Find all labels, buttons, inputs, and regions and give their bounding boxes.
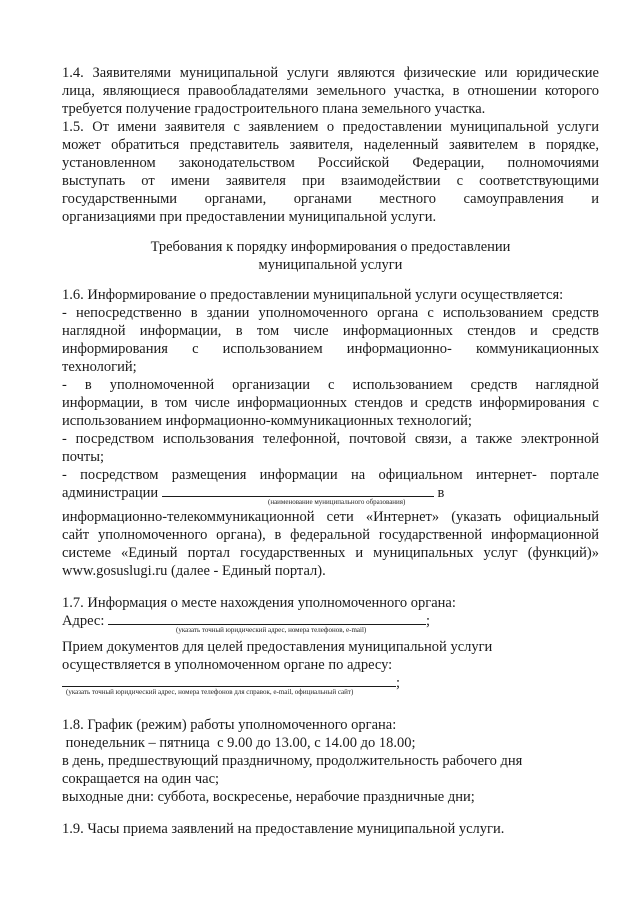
paragraph-1-6-line-5: технологий;	[62, 359, 137, 375]
paragraph-1-5-line-2: может обратиться представитель заявителя, наделенный заявителем в порядке,	[62, 137, 599, 153]
paragraph-1-6-line-11: - посредством размещения информации на официальном интернет- портале	[62, 467, 599, 483]
paragraph-1-6-line-4: информирования с использованием информационно- коммуникационных	[62, 341, 599, 357]
paragraph-1-6-line-13: информационно-телекоммуникационной сети «Интернет» (указать официальный	[62, 509, 599, 525]
administration-label: администрации	[62, 485, 159, 501]
address-end: ;	[426, 613, 431, 629]
paragraph-1-8-line-3: в день, предшествующий праздничному, продолжительность рабочего дня	[62, 753, 523, 769]
paragraph-1-6-line-15: системе «Единый портал государственных и муниципальных услуг (функций)»	[62, 545, 599, 561]
paragraph-1-8-line-1: 1.8. График (режим) работы уполномоченного органа:	[62, 717, 397, 733]
reception-address-blank	[62, 674, 396, 687]
address-label: Адрес:	[62, 613, 105, 629]
paragraph-1-5-line-3: установленном законодательством Российской Федерации, полномочиями	[62, 155, 599, 171]
paragraph-1-7-line-1: 1.7. Информация о месте нахождения уполномоченного органа:	[62, 595, 456, 611]
paragraph-1-7-line-3: Прием документов для целей предоставления муниципальной услуги	[62, 639, 493, 655]
paragraph-1-4-line-3: требуется получение градостроительного плана земельного участка.	[62, 101, 486, 117]
section-heading-line-1: Требования к порядку информирования о предоставлении	[150, 239, 511, 255]
paragraph-1-5-line-1: 1.5. От имени заявителя с заявлением о предоставлении муниципальной услуги	[62, 119, 599, 135]
paragraph-1-6-line-6: - в уполномоченной организации с использованием средств наглядной	[62, 377, 599, 393]
paragraph-1-6-line-1: 1.6. Информирование о предоставлении муниципальной услуги осуществляется:	[62, 287, 564, 303]
reception-address-end: ;	[396, 675, 401, 691]
paragraph-1-8-line-4: сокращается на один час;	[62, 771, 220, 787]
paragraph-1-5-line-5: государственными органами, органами местного самоуправления и	[62, 191, 599, 207]
paragraph-1-6-line-16: www.gosuslugi.ru (далее - Единый портал).	[62, 563, 326, 579]
paragraph-1-6-line-10: почты;	[62, 449, 105, 465]
section-heading-line-2: муниципальной услуги	[258, 257, 403, 273]
paragraph-1-4-line-2: лица, являющиеся правообладателями земельного участка, в отношении которого	[62, 83, 599, 99]
paragraph-1-5-line-6: организациями при предоставлении муниципальной услуги.	[62, 209, 437, 225]
administration-suffix: в	[437, 485, 445, 501]
paragraph-1-8-line-5: выходные дни: суббота, воскресенье, нерабочие праздничные дни;	[62, 789, 475, 805]
paragraph-1-6-line-2: - непосредственно в здании уполномоченного органа с использованием средств	[62, 305, 599, 321]
address-blank	[108, 612, 426, 625]
paragraph-1-6-line-9: - посредством использования телефонной, почтовой связи, а также электронной	[62, 431, 599, 447]
paragraph-1-7-line-4: осуществляется в уполномоченном органе по адресу:	[62, 657, 393, 673]
municipality-note: (наименование муниципального образования)	[268, 498, 406, 506]
paragraph-1-5-line-4: выступать от имени заявителя при взаимодействии с соответствующими	[62, 173, 599, 189]
municipality-name-blank	[162, 484, 434, 497]
paragraph-1-8-line-2: понедельник – пятница с 9.00 до 13.00, с 14.00 до 18.00;	[62, 735, 416, 751]
reception-address-note: (указать точный юридический адрес, номера телефонов для справок, e-mail, официальный сайт)	[66, 688, 354, 696]
paragraph-1-6-line-8: использованием информационно-коммуникационных технологий;	[62, 413, 472, 429]
paragraph-1-4-line-1: 1.4. Заявителями муниципальной услуги являются физические или юридические	[62, 65, 599, 81]
paragraph-1-6-line-7: информации, в том числе информационных стендов и средств информирования с	[62, 395, 599, 411]
paragraph-1-6-line-14: сайт уполномоченного органа), в федеральной государственной информационной	[62, 527, 599, 543]
paragraph-1-6-line-3: наглядной информации, в том числе информационных стендов и средств	[62, 323, 599, 339]
address-note: (указать точный юридический адрес, номера телефонов, e-mail)	[176, 626, 367, 634]
paragraph-1-9-line-1: 1.9. Часы приема заявлений на предоставление муниципальной услуги.	[62, 821, 505, 837]
